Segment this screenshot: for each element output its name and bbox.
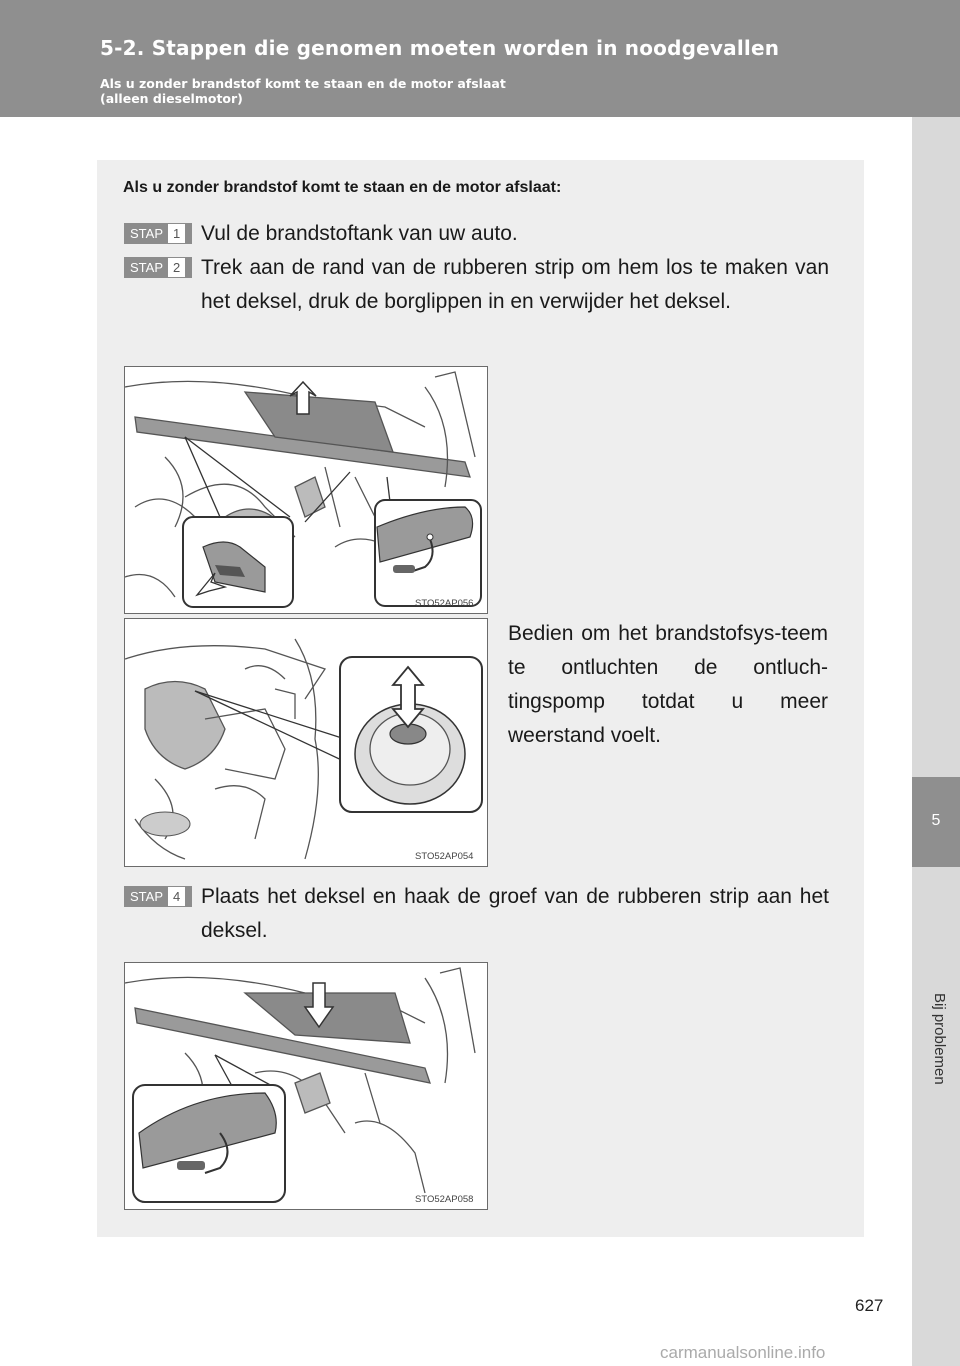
figure-code: STO52AP054 [415,851,474,862]
section-subtitle [100,76,800,106]
page-number: 627 [855,1296,884,1315]
step-badge-4 [124,886,192,907]
step-badge-number: 4 [167,887,185,906]
step-badge-label: STAP [130,226,163,241]
step-badge-1 [124,223,192,244]
subtitle-line-1: Als u zonder brandstof komt te staan en de motor afslaat [100,76,506,91]
step-badge-label: STAP [130,260,163,275]
step-4-text: Plaats het deksel en haak de groef van de rubberen strip aan het deksel. [201,885,829,942]
panel-title: Als u zonder brandstof komt te staan en de motor afslaat: [123,179,562,196]
figure-cover-removal [124,366,488,614]
watermark: carmanualsonline.info [660,1343,826,1362]
step-badge-number: 1 [167,224,185,243]
step-badge-2 [124,257,192,278]
section-title: 5-2. Stappen die genomen moeten worden in noodgevallen [100,36,780,60]
step-2-text: Trek aan de rand van de rubberen strip om hem los te maken van het deksel, druk de borglippen in en verwijder het deksel. [201,256,829,313]
figure-code: STO52AP058 [415,1194,474,1205]
step-badge-number: 2 [167,258,185,277]
chapter-title-text: Bij problemen [931,993,948,1085]
section-header [0,0,960,117]
step-1-text: Vul de brandstoftank van uw auto. [201,222,518,245]
figure-priming-pump [124,618,488,867]
chapter-title [901,993,948,1297]
subtitle-line-2: (alleen dieselmotor) [100,91,243,106]
step-3-text: Bedien om het brandstofsys-teem te ontluchten de ontluch-tingspomp totdat u meer weerstand voelt. [508,622,828,747]
engine-cover-install-illustration [125,963,487,1209]
engine-cover-removal-illustration [125,367,487,613]
chapter-number: 5 [931,812,941,829]
figure-cover-install [124,962,488,1210]
figure-code: STO52AP056 [415,598,474,609]
chapter-side-tab [912,117,960,1366]
priming-pump-illustration [125,619,487,866]
step-badge-label: STAP [130,889,163,904]
